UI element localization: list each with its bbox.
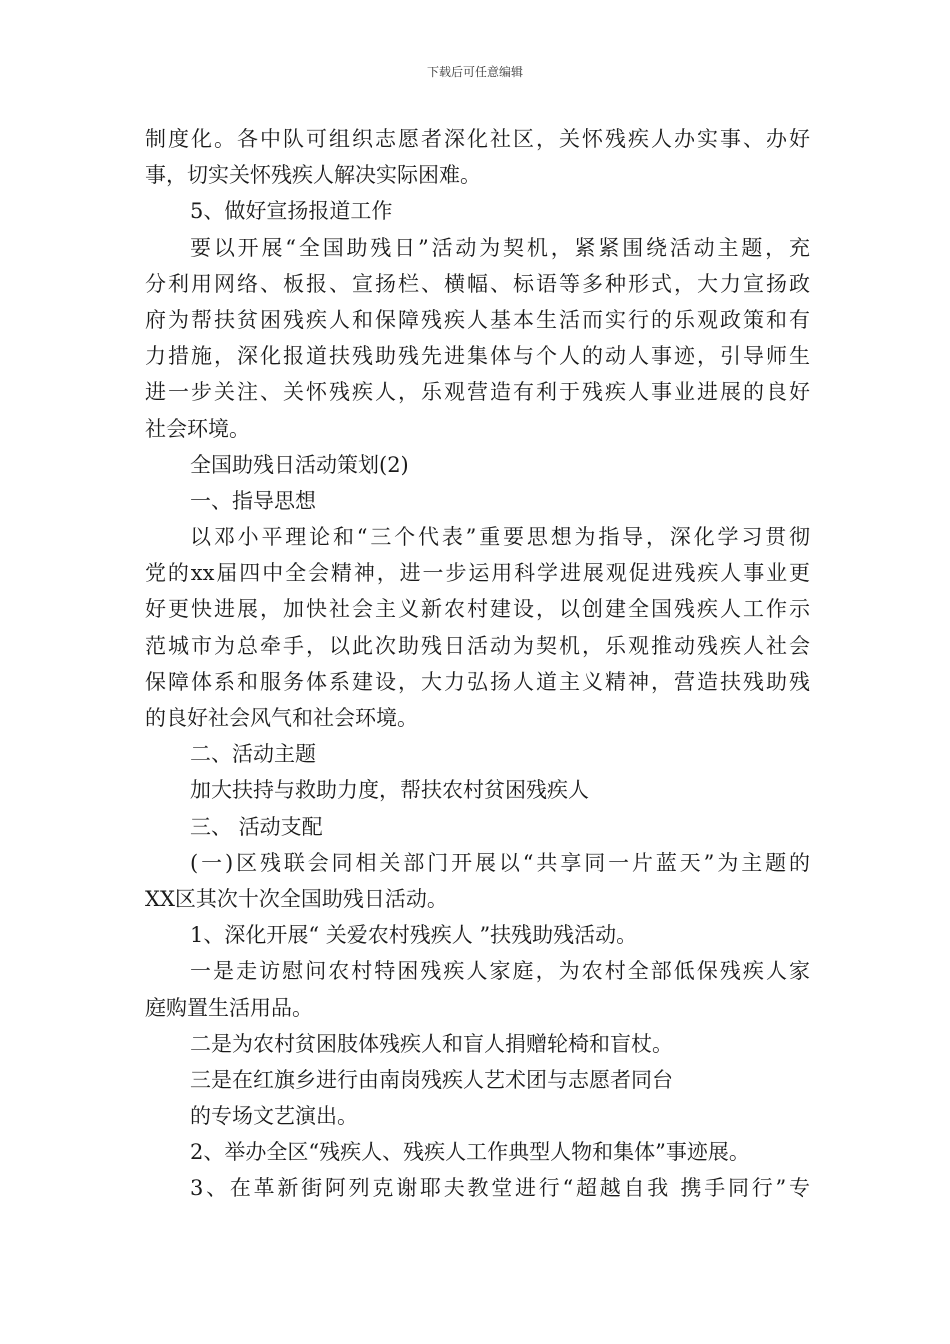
paragraph-line: 的专场文艺演出。 [190, 1104, 358, 1129]
list-item: 1、深化开展“ 关爱农村残疾人 ”扶残助残活动。 [190, 923, 638, 948]
paragraph-line: 要以开展“全国助残日”活动为契机，紧紧围绕活动主题，充 [190, 235, 810, 260]
list-item: 2、举办全区“残疾人、残疾人工作典型人物和集体”事迹展。 [190, 1140, 750, 1165]
document-title: 全国助残日活动策划(2) [190, 452, 409, 477]
paragraph-line: 进一步关注、关怀残疾人，乐观营造有利于残疾人事业进展的良好 [145, 380, 810, 405]
section-heading: 5、做好宣扬报道工作 [190, 199, 393, 224]
paragraph-line: 事，切实关怀残疾人解决实际困难。 [145, 163, 481, 188]
paragraph-line: (一)区残联会同相关部门开展以“共享同一片蓝天”为主题的 [190, 850, 810, 875]
page-header: 下载后可任意编辑 [426, 65, 523, 79]
paragraph-line: XX区其次十次全国助残日活动。 [145, 886, 448, 911]
paragraph-line: 府为帮扶贫困残疾人和保障残疾人基本生活而实行的乐观政策和有 [145, 307, 810, 332]
paragraph-line: 庭购置生活用品。 [145, 995, 313, 1020]
paragraph-line: 制度化。各中队可组织志愿者深化社区，关怀残疾人办实事、办好 [145, 127, 810, 151]
document-body [145, 121, 810, 1207]
section-heading: 二、活动主题 [190, 742, 316, 767]
paragraph-line: 三是在红旗乡进行由南岗残疾人艺术团与志愿者同台 [190, 1067, 673, 1092]
section-heading: 三、 活动支配 [190, 814, 323, 839]
paragraph-line: 力措施，深化报道扶残助残先进集体与个人的动人事迹，引导师生 [145, 344, 810, 369]
section-heading: 一、指导思想 [190, 488, 316, 513]
paragraph-line: 社会环境。 [145, 416, 250, 441]
paragraph-line: 保障体系和服务体系建设，大力弘扬人道主义精神，营造扶残助残 [145, 669, 810, 694]
paragraph-line: 以邓小平理论和“三个代表”重要思想为指导，深化学习贯彻 [190, 525, 810, 550]
paragraph-line: 好更快进展，加快社会主义新农村建设，以创建全国残疾人工作示 [145, 597, 810, 622]
paragraph-line: 一是走访慰问农村特困残疾人家庭，为农村全部低保残疾人家 [190, 959, 810, 984]
paragraph-line: 二是为农村贫困肢体残疾人和盲人捐赠轮椅和盲杖。 [190, 1031, 673, 1056]
list-item: 3、在革新街阿列克谢耶夫教堂进行“超越自我 携手同行”专 [190, 1176, 810, 1201]
paragraph-line: 分利用网络、板报、宣扬栏、横幅、标语等多种形式，大力宣扬政 [145, 271, 810, 296]
paragraph-line: 的良好社会风气和社会环境。 [145, 706, 418, 730]
paragraph-line: 党的xx届四中全会精神，进一步运用科学进展观促进残疾人事业更 [145, 561, 810, 586]
paragraph-line: 加大扶持与救助力度，帮扶农村贫困残疾人 [190, 778, 589, 803]
paragraph-line: 范城市为总牵手，以此次助残日活动为契机，乐观推动残疾人社会 [145, 633, 810, 658]
